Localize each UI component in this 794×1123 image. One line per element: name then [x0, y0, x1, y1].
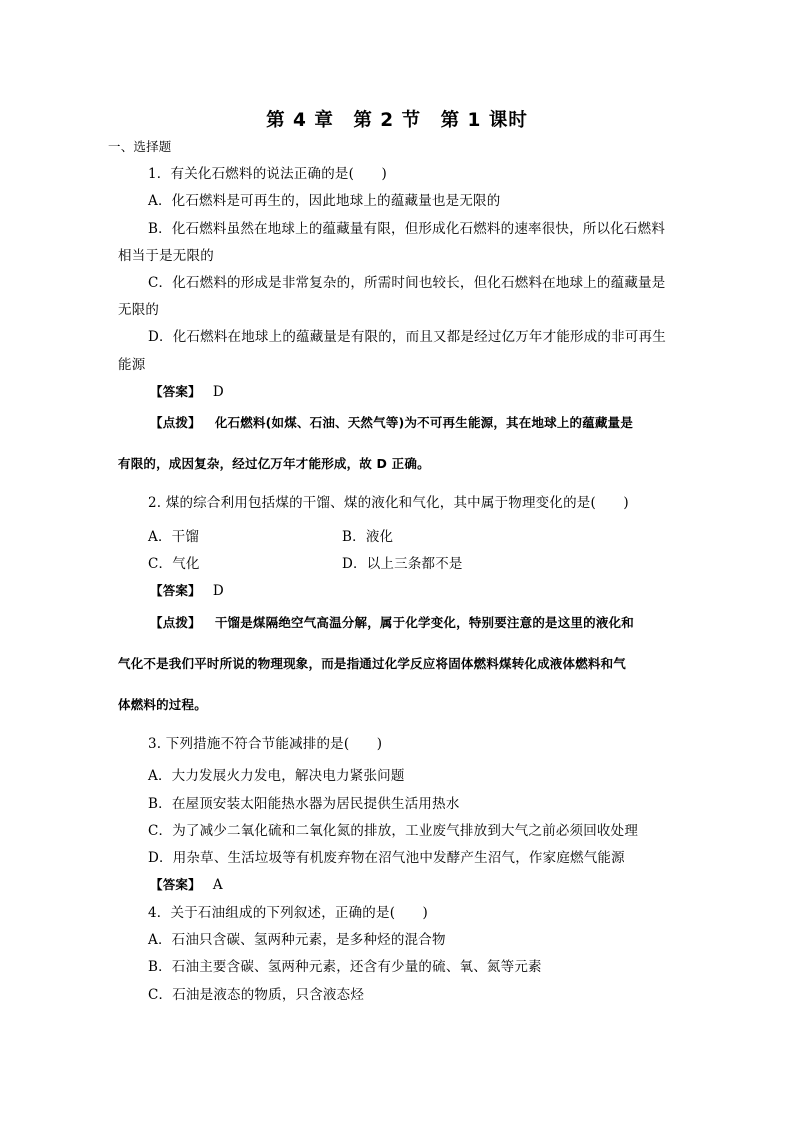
answer-label: 【答案】 — [150, 877, 201, 892]
note-text: 干馏是煤隔绝空气高温分解，属于化学变化，特别要注意的是这里的液化和 — [214, 615, 634, 630]
question-1-option-d-cont: 能源 — [118, 357, 146, 373]
question-3-option-a: A．大力发展火力发电，解决电力紧张问题 — [148, 768, 405, 784]
question-3-option-b: B．在屋顶安装太阳能热水器为居民提供生活用热水 — [148, 796, 460, 812]
question-4-option-a: A．石油只含碳、氢两种元素，是多种烃的混合物 — [148, 932, 446, 948]
note-label: 【点拨】 — [150, 415, 201, 430]
answer-label: 【答案】 — [150, 583, 201, 598]
question-2-stem: 2. 煤的综合利用包括煤的干馏、煤的液化和气化，其中属于物理变化的是( ) — [148, 495, 629, 511]
question-4-stem: 4．关于石油组成的下列叙述，正确的是( ) — [148, 905, 429, 921]
question-1-note-cont: 有限的，成因复杂，经过亿万年才能形成，故 D 正确。 — [118, 456, 430, 471]
question-3-option-d: D．用杂草、生活垃圾等有机废弃物在沼气池中发酵产生沼气，作家庭燃气能源 — [148, 850, 625, 866]
question-2-note-cont: 气化不是我们平时所说的物理现象，而是指通过化学反应将固体燃料煤转化成液体燃料和气 — [118, 656, 627, 671]
question-2-option-d: D．以上三条都不是 — [342, 556, 463, 572]
note-label: 【点拨】 — [150, 615, 201, 630]
note-text: 化石燃料(如煤、石油、天然气等)为不可再生能源，其在地球上的蕴藏量是 — [214, 415, 634, 430]
question-3-option-c: C．为了减少二氧化硫和二氧化氮的排放，工业废气排放到大气之前必须回收处理 — [148, 823, 639, 839]
question-1-stem: 1．有关化石燃料的说法正确的是( ) — [148, 166, 387, 182]
question-1-option-c: C．化石燃料的形成是非常复杂的，所需时间也较长，但化石燃料在地球上的蕴藏量是 — [148, 275, 666, 291]
question-3-stem: 3. 下列措施不符合节能减排的是( ) — [148, 736, 383, 752]
answer-value: A — [212, 877, 223, 893]
question-2-answer — [150, 582, 224, 600]
question-4-option-b: B．石油主要含碳、氢两种元素，还含有少量的硫、氧、氮等元素 — [148, 959, 542, 975]
question-1-answer — [150, 383, 224, 401]
question-2-option-a: A．干馏 — [148, 529, 200, 545]
question-1-option-c-cont: 无限的 — [118, 302, 160, 318]
question-2-note-cont-2: 体燃料的过程。 — [118, 697, 207, 712]
question-3-answer — [150, 876, 223, 894]
question-1-option-a: A．化石燃料是可再生的，因此地球上的蕴藏量也是无限的 — [148, 193, 501, 209]
question-2-note — [150, 614, 634, 632]
section-heading: 一、选择题 — [108, 139, 172, 154]
answer-value: D — [212, 583, 224, 599]
question-1-note — [150, 414, 633, 432]
question-1-option-b-cont: 相当于是无限的 — [118, 248, 214, 264]
question-4-option-c: C．石油是液态的物质，只含液态烃 — [148, 987, 365, 1003]
question-1-option-b: B．化石燃料虽然在地球上的蕴藏量有限，但形成化石燃料的速率很快，所以化石燃料 — [148, 221, 666, 237]
answer-value: D — [212, 384, 224, 400]
question-2-option-b: B．液化 — [342, 529, 394, 545]
question-2-option-c: C．气化 — [148, 556, 200, 572]
page-title: 第 4 章 第 2 节 第 1 课时 — [266, 110, 528, 131]
question-1-option-d: D．化石燃料在地球上的蕴藏量是有限的，而且又都是经过亿万年才能形成的非可再生 — [148, 329, 666, 345]
answer-label: 【答案】 — [150, 384, 201, 399]
